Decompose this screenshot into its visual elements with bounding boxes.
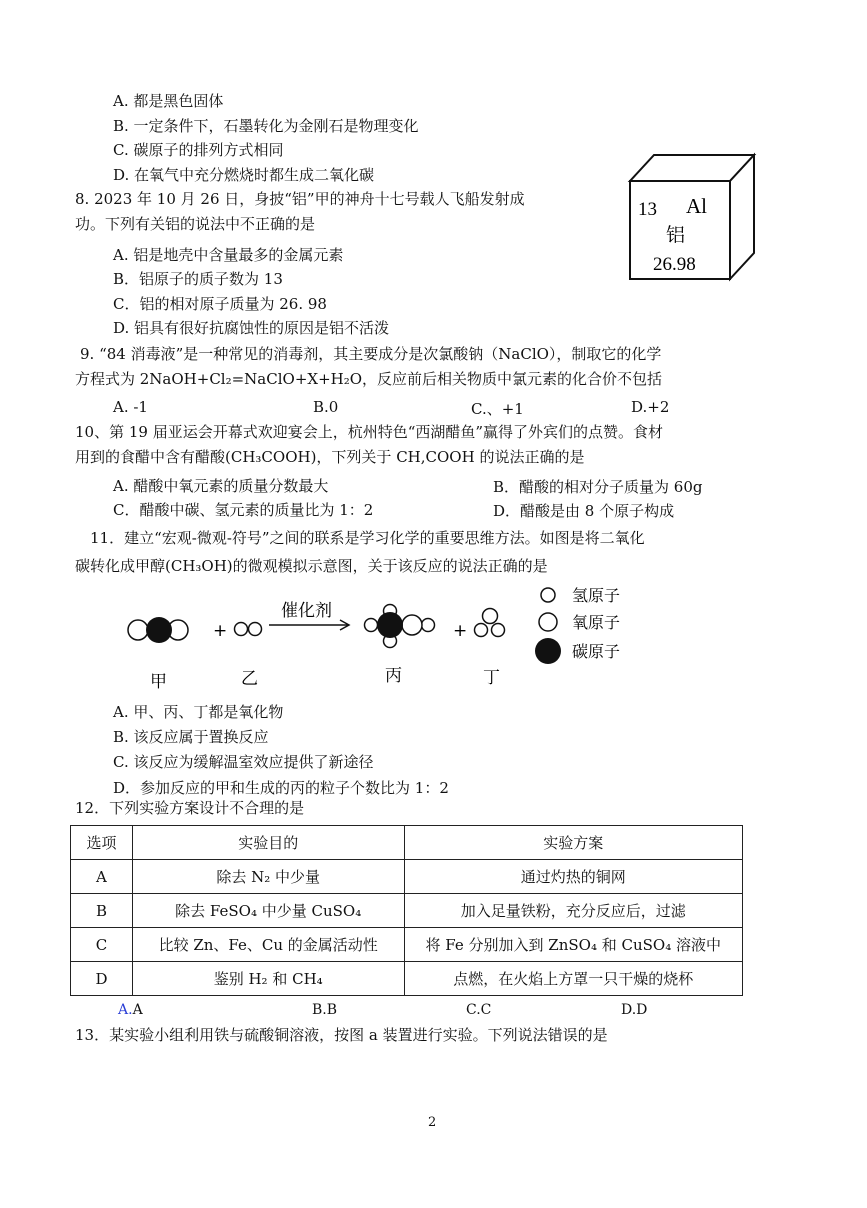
q8-stem-line2: 功。下列有关铝的说法中不正确的是 xyxy=(75,215,316,233)
element-name: 铝 xyxy=(666,224,686,246)
q9-option-b: B.0 xyxy=(313,398,339,416)
q12-option-a xyxy=(118,1002,143,1018)
row-label: B xyxy=(71,894,133,928)
element-symbol: Al xyxy=(686,194,707,218)
row-plan: 点燃，在火焰上方罩一只干燥的烧杯 xyxy=(404,962,743,996)
q9-option-c: C.、+1 xyxy=(471,400,524,418)
hydrogen-atom xyxy=(475,624,488,637)
q12-option-a-letter: A. xyxy=(118,1002,133,1018)
catalyst-label: 催化剂 xyxy=(281,601,332,621)
plus-sign: + xyxy=(453,621,468,641)
q9-option-d: D.+2 xyxy=(631,398,670,416)
row-plan: 通过灼热的铜网 xyxy=(404,860,743,894)
element-card xyxy=(626,151,758,287)
q11-option-a: A. 甲、丙、丁都是氧化物 xyxy=(113,703,284,721)
table-header-row xyxy=(71,826,743,860)
q10-option-c: C．醋酸中碳、氢元素的质量比为 1：2 xyxy=(113,501,374,519)
row-purpose: 除去 N₂ 中少量 xyxy=(132,860,404,894)
reaction-diagram xyxy=(120,580,650,695)
q8-option-c: C．铝的相对原子质量为 26. 98 xyxy=(113,295,327,313)
oxygen-atom xyxy=(483,609,498,624)
q7-option-a: A. 都是黑色固体 xyxy=(113,92,224,110)
q12-option-b: B.B xyxy=(312,1002,338,1018)
header-plan: 实验方案 xyxy=(404,826,743,860)
hydrogen-atom xyxy=(422,619,435,632)
q10-option-a: A. 醋酸中氧元素的质量分数最大 xyxy=(113,477,329,495)
row-label: D xyxy=(71,962,133,996)
row-label: A xyxy=(71,860,133,894)
q10-option-b: B．醋酸的相对分子质量为 60g xyxy=(493,478,703,496)
q10-option-d: D．醋酸是由 8 个原子构成 xyxy=(493,502,675,520)
q11-stem-line2: 碳转化成甲醇(CH₃OH)的微观模拟示意图，关于该反应的说法正确的是 xyxy=(75,557,548,575)
q7-option-c: C. 碳原子的排列方式相同 xyxy=(113,141,284,159)
q9-option-a: A. -1 xyxy=(113,398,148,416)
q11-option-d: D．参加反应的甲和生成的丙的粒子个数比为 1：2 xyxy=(113,779,449,797)
element-mass: 26.98 xyxy=(653,254,696,275)
legend-oxygen-icon xyxy=(539,613,557,631)
legend-carbon-icon xyxy=(535,638,561,664)
q8-stem-line1: 8. 2023 年 10 月 26 日，身披“铝”甲的神舟十七号载人飞船发射成 xyxy=(75,190,525,208)
q7-option-d: D. 在氧气中充分燃烧时都生成二氧化碳 xyxy=(113,166,375,184)
label-ding: 丁 xyxy=(483,668,500,688)
experiment-table xyxy=(70,825,743,996)
oxygen-atom xyxy=(402,615,422,635)
hydrogen-atom xyxy=(249,623,262,636)
q8-option-d: D. 铝具有很好抗腐蚀性的原因是铝不活泼 xyxy=(113,319,390,337)
table-row xyxy=(71,860,743,894)
row-label: C xyxy=(71,928,133,962)
legend-carbon-label: 碳原子 xyxy=(572,642,621,661)
hydrogen-atom xyxy=(235,623,248,636)
legend-oxygen-label: 氧原子 xyxy=(572,613,621,632)
q12-stem: 12．下列实验方案设计不合理的是 xyxy=(75,799,305,817)
table-row xyxy=(71,928,743,962)
row-plan: 加入足量铁粉，充分反应后，过滤 xyxy=(404,894,743,928)
oxygen-atom xyxy=(128,620,148,640)
molecule-ding xyxy=(475,609,505,637)
row-purpose: 比较 Zn、Fe、Cu 的金属活动性 xyxy=(132,928,404,962)
q13-stem: 13．某实验小组利用铁与硫酸铜溶液，按图 a 装置进行实验。下列说法错误的是 xyxy=(75,1026,608,1044)
q12-option-c: C.C xyxy=(466,1002,492,1018)
hydrogen-atom xyxy=(365,619,378,632)
q7-option-b: B. 一定条件下，石墨转化为金刚石是物理变化 xyxy=(113,117,419,135)
row-plan: 将 Fe 分别加入到 ZnSO₄ 和 CuSO₄ 溶液中 xyxy=(404,928,743,962)
q10-stem-line1: 10、第 19 届亚运会开幕式欢迎宴会上，杭州特色“西湖醋鱼”赢得了外宾们的点赞。食材 xyxy=(75,423,664,441)
legend-hydrogen-label: 氢原子 xyxy=(572,586,621,605)
q11-option-c: C. 该反应为缓解温室效应提供了新途径 xyxy=(113,753,374,771)
q11-option-b: B. 该反应属于置换反应 xyxy=(113,728,269,746)
q9-stem-line2: 方程式为 2NaOH+Cl₂=NaClO+X+H₂O，反应前后相关物质中氯元素的化合价不包括 xyxy=(75,370,663,388)
q10-stem-line2: 用到的食醋中含有醋酸(CH₃COOH)，下列关于 CH,COOH 的说法正确的是 xyxy=(75,448,585,466)
legend-hydrogen-icon xyxy=(541,588,555,602)
q9-stem-line1: 9. “84 消毒液”是一种常见的消毒剂，其主要成分是次氯酸钠（NaClO），制取它的化学 xyxy=(80,345,662,363)
label-yi: 乙 xyxy=(241,669,258,689)
diagram-legend xyxy=(535,586,620,664)
carbon-atom xyxy=(146,617,172,643)
molecule-bing xyxy=(365,605,435,648)
q12-option-d: D.D xyxy=(621,1002,648,1018)
q8-option-b: B．铝原子的质子数为 13 xyxy=(113,270,283,288)
table-row xyxy=(71,962,743,996)
q8-option-a: A. 铝是地壳中含量最多的金属元素 xyxy=(113,246,344,264)
page-number: 2 xyxy=(428,1115,437,1130)
q12-option-a-text: A xyxy=(132,1002,143,1018)
carbon-atom xyxy=(377,612,403,638)
header-option: 选项 xyxy=(71,826,133,860)
plus-sign: + xyxy=(213,621,228,641)
label-bing: 丙 xyxy=(385,666,402,686)
label-jia: 甲 xyxy=(150,672,167,692)
table-row xyxy=(71,894,743,928)
molecule-jia xyxy=(128,617,188,643)
q11-stem-line1: 11．建立“宏观-微观-符号”之间的联系是学习化学的重要思维方法。如图是将二氧化 xyxy=(90,529,645,547)
header-purpose: 实验目的 xyxy=(132,826,404,860)
element-number: 13 xyxy=(638,199,657,220)
row-purpose: 除去 FeSO₄ 中少量 CuSO₄ xyxy=(132,894,404,928)
hydrogen-atom xyxy=(492,624,505,637)
row-purpose: 鉴别 H₂ 和 CH₄ xyxy=(132,962,404,996)
molecule-yi xyxy=(235,623,262,636)
